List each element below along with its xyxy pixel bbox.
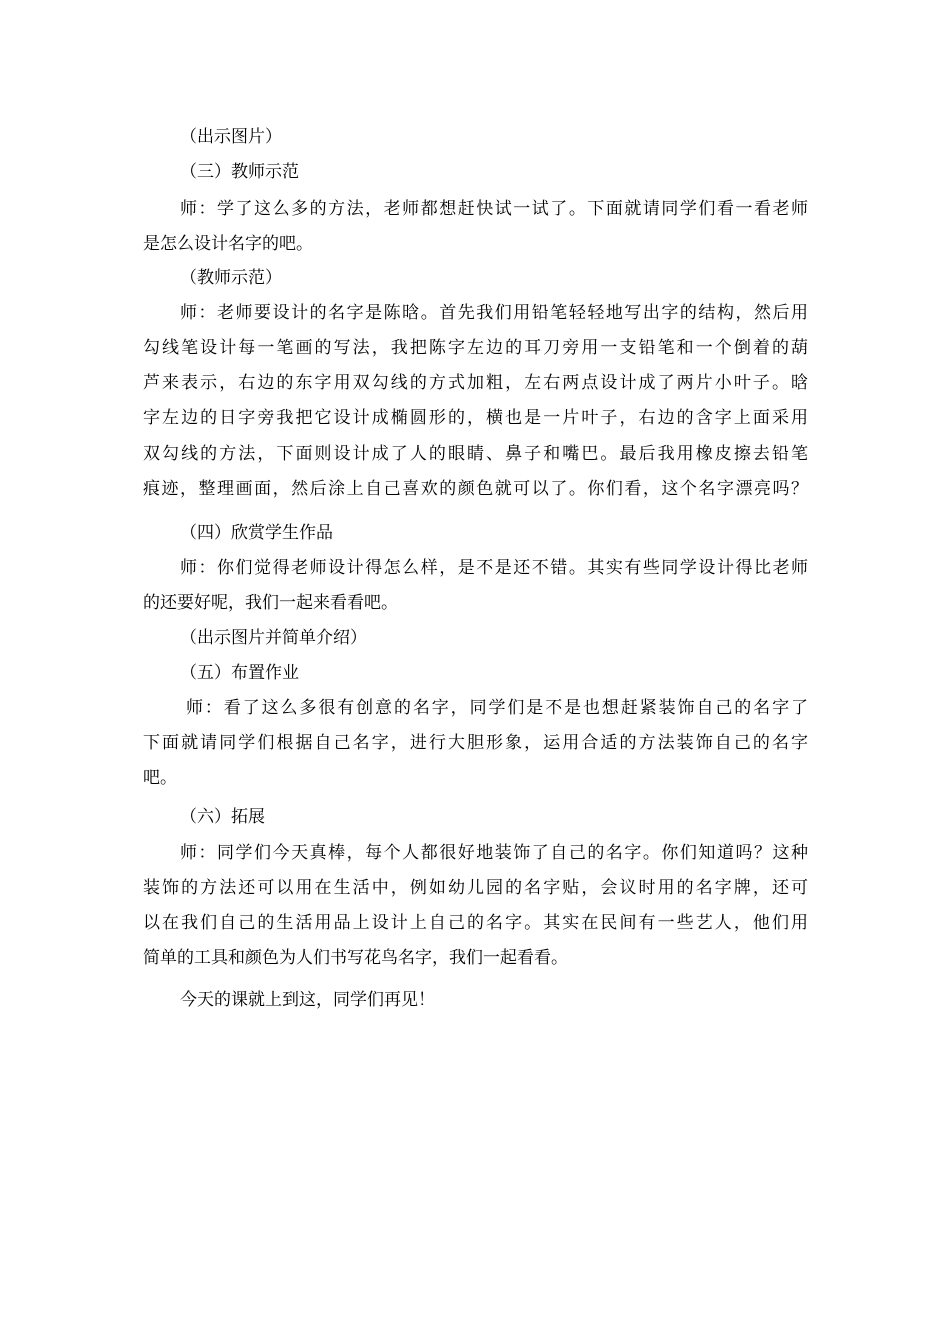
- paragraph-line: 勾线笔设计每一笔画的写法，我把陈字左边的耳刀旁用一支铅笔和一个倒着的葫: [143, 338, 808, 358]
- paragraph-line: 字左边的日字旁我把它设计成椭圆形的，横也是一片叶子，右边的含字上面采用: [143, 408, 808, 428]
- paragraph-line: 痕迹，整理画面，然后涂上自己喜欢的颜色就可以了。你们看，这个名字漂亮吗？: [143, 479, 808, 499]
- text-line-show-picture: （出示图片）: [180, 127, 282, 147]
- closing-line: 今天的课就上到这，同学们再见！: [180, 990, 435, 1010]
- section-heading-homework: （五）布置作业: [180, 663, 299, 683]
- paragraph-line: 师：你们觉得老师设计得怎么样，是不是还不错。其实有些同学设计得比老师: [180, 558, 808, 578]
- paragraph-line: 双勾线的方法，下面则设计成了人的眼睛、鼻子和嘴巴。最后我用橡皮擦去铅笔: [143, 444, 808, 464]
- text-line-teacher-demo-note: （教师示范）: [180, 268, 282, 288]
- text-line-show-picture-intro: （出示图片并简单介绍）: [180, 628, 367, 648]
- paragraph-line: 芦来表示，右边的东字用双勾线的方式加粗，左右两点设计成了两片小叶子。晗: [143, 373, 808, 393]
- paragraph-line: 以在我们自己的生活用品上设计上自己的名字。其实在民间有一些艺人，他们用: [143, 913, 808, 933]
- paragraph-line: 的还要好呢，我们一起来看看吧。: [143, 593, 398, 613]
- paragraph-line: 吧。: [143, 768, 177, 788]
- paragraph-line: 师：老师要设计的名字是陈晗。首先我们用铅笔轻轻地写出字的结构，然后用: [180, 303, 808, 323]
- paragraph-line: 是怎么设计名字的吧。: [143, 234, 313, 254]
- paragraph-line: 师：同学们今天真棒，每个人都很好地装饰了自己的名字。你们知道吗？这种: [180, 843, 808, 863]
- section-heading-student-works: （四）欣赏学生作品: [180, 523, 333, 543]
- paragraph-line: 师：看了这么多很有创意的名字，同学们是不是也想赶紧装饰自己的名字了: [186, 698, 808, 718]
- paragraph-line: 装饰的方法还可以用在生活中，例如幼儿园的名字贴，会议时用的名字牌，还可: [143, 878, 808, 898]
- paragraph-line: 师：学了这么多的方法，老师都想赶快试一试了。下面就请同学们看一看老师: [180, 199, 808, 219]
- paragraph-line: 下面就请同学们根据自己名字，进行大胆形象，运用合适的方法装饰自己的名字: [143, 733, 808, 753]
- paragraph-line: 简单的工具和颜色为人们书写花鸟名字，我们一起看看。: [143, 948, 568, 968]
- section-heading-teacher-demo: （三）教师示范: [180, 162, 299, 182]
- section-heading-extension: （六）拓展: [180, 807, 265, 827]
